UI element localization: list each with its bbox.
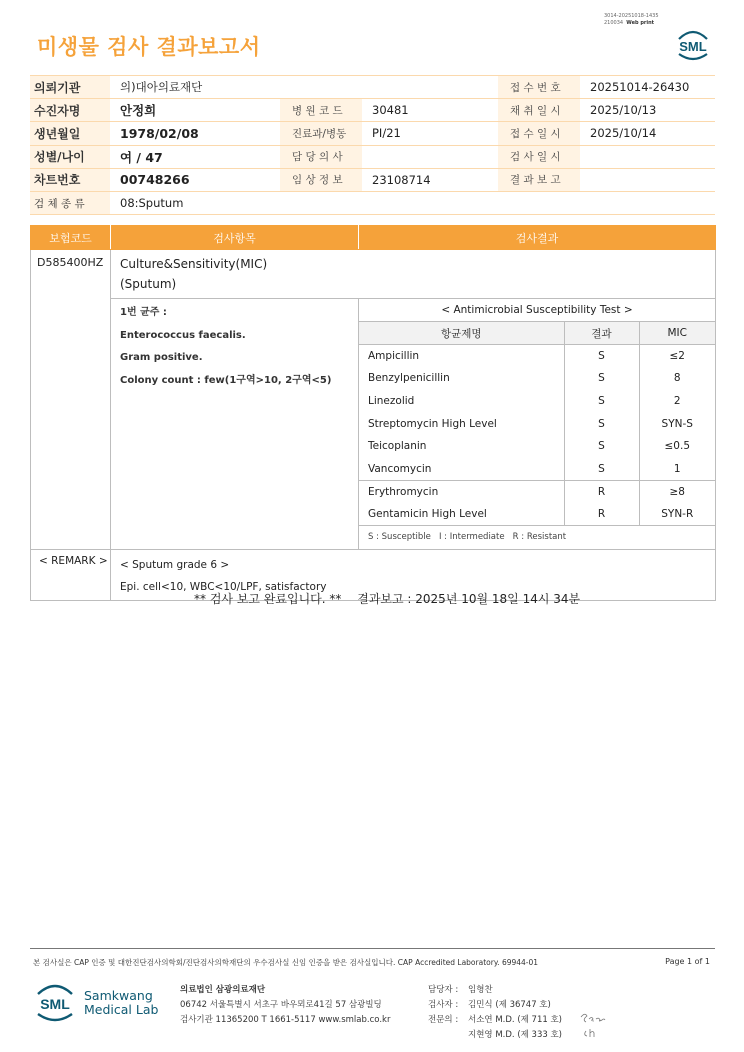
receipt-date-label: 접 수 일 시 bbox=[498, 122, 580, 145]
web-print-label: Web print bbox=[626, 19, 655, 26]
organism-number: 1번 균주 : bbox=[120, 307, 167, 318]
lab-brand-line2: Medical Lab bbox=[84, 1002, 159, 1017]
ast-legend: S : Susceptible I : Intermediate R : Resistant bbox=[359, 526, 715, 549]
test-date-value bbox=[580, 145, 715, 168]
staff-role: 전문의 : bbox=[428, 1015, 459, 1025]
test-item bbox=[111, 250, 716, 299]
staff-role bbox=[428, 1028, 468, 1043]
birth-value: 1978/02/08 bbox=[110, 122, 280, 145]
ast-drug: Gentamicin High Level bbox=[368, 508, 487, 521]
ast-mic: 8 bbox=[639, 367, 715, 390]
organism-colony-count: Colony count : few(1구역>10, 2구역<5) bbox=[120, 375, 332, 387]
ast-mic: SYN-S bbox=[639, 412, 715, 435]
chart-value: 00748266 bbox=[110, 168, 280, 191]
col-test-item: 검사항목 bbox=[111, 226, 359, 250]
report-label: 결 과 보 고 bbox=[498, 168, 580, 191]
results-table bbox=[30, 225, 716, 601]
staff-name: 서소연 M.D. (제 711 호) bbox=[468, 1015, 563, 1025]
ast-panel bbox=[359, 299, 716, 550]
organism-name: Enterococcus faecalis. bbox=[120, 329, 246, 341]
receipt-no-label: 접 수 번 호 bbox=[498, 76, 580, 99]
signature-icon bbox=[578, 1011, 608, 1039]
ast-drug: Linezolid bbox=[368, 395, 415, 408]
ast-row bbox=[359, 481, 715, 504]
staff-row bbox=[428, 998, 562, 1013]
remark-detail: Epi. cell<10, WBC<10/LPF, satisfactory bbox=[120, 580, 327, 593]
staff-name: 임형찬 bbox=[468, 985, 493, 995]
org-info bbox=[180, 983, 390, 1028]
organism-info bbox=[111, 299, 359, 550]
birth-label: 생년월일 bbox=[30, 122, 110, 145]
specimen-label: 검 체 종 류 bbox=[30, 191, 110, 214]
clinical-value: 23108714 bbox=[362, 168, 498, 191]
org-name: 의료법인 삼광의료재단 bbox=[180, 985, 266, 995]
ast-mic: ≥8 bbox=[639, 481, 715, 504]
insurance-code: D585400HZ bbox=[31, 250, 111, 550]
hospital-code-label: 병 원 코 드 bbox=[280, 99, 362, 122]
ast-row bbox=[359, 412, 715, 435]
ast-drug: Streptomycin High Level bbox=[368, 417, 497, 430]
org-contact: 검사기관 11365200 T 1661-5117 www.smlab.co.kr bbox=[180, 1015, 391, 1025]
chart-label: 차트번호 bbox=[30, 168, 110, 191]
ast-result: S bbox=[564, 367, 639, 390]
ast-result: S bbox=[564, 390, 639, 413]
staff-list bbox=[428, 983, 562, 1043]
completion-note bbox=[194, 590, 580, 607]
clinical-label: 임 상 정 보 bbox=[280, 168, 362, 191]
collection-date-value: 2025/10/13 bbox=[580, 99, 715, 122]
staff-role: 검사자 : bbox=[428, 1000, 459, 1010]
ast-table bbox=[359, 299, 715, 549]
org-address: 06742 서울특별시 서초구 바우뫼로41길 57 삼광빌딩 bbox=[180, 1000, 382, 1010]
ast-drug: Erythromycin bbox=[359, 481, 564, 504]
patient-label: 수진자명 bbox=[30, 99, 110, 122]
report-value bbox=[580, 168, 715, 191]
ast-result: S bbox=[564, 344, 639, 367]
staff-name: 지현영 M.D. (제 333 호) bbox=[468, 1030, 563, 1040]
staff-role: 담당자 : bbox=[428, 985, 459, 995]
test-item-name: Culture&Sensitivity(MIC) bbox=[120, 257, 268, 271]
patient-info-table bbox=[30, 75, 715, 215]
document-id bbox=[604, 13, 659, 26]
ast-drug: Vancomycin bbox=[368, 462, 432, 475]
document-id-line1: 3014-20251018-1435 bbox=[604, 13, 659, 19]
remark-grade: < Sputum grade 6 > bbox=[120, 558, 230, 571]
dept-label: 진료과/병동 bbox=[280, 122, 362, 145]
lab-brand-name bbox=[84, 989, 158, 1017]
ast-result: S bbox=[564, 435, 639, 458]
ast-row bbox=[359, 390, 715, 413]
completion-time: 결과보고 : 2025년 10월 18일 14시 34분 bbox=[357, 592, 581, 606]
ast-col-result: 결과 bbox=[564, 322, 639, 345]
samkwang-logo-icon bbox=[34, 980, 76, 1026]
ast-drug: Benzylpenicillin bbox=[368, 372, 450, 385]
document-id-line2: 210034 bbox=[604, 19, 624, 26]
ast-row bbox=[359, 503, 715, 526]
ast-col-drug: 항균제명 bbox=[359, 322, 564, 345]
samkwang-logo-text: SML bbox=[40, 996, 70, 1012]
hospital-code-value: 30481 bbox=[362, 99, 498, 122]
ast-mic: SYN-R bbox=[639, 503, 715, 526]
footer-divider bbox=[30, 948, 715, 949]
remark-label: < REMARK > bbox=[31, 549, 111, 600]
ast-result: S bbox=[564, 458, 639, 481]
ast-drug: Teicoplanin bbox=[368, 440, 427, 453]
ast-mic: 1 bbox=[639, 458, 715, 481]
test-date-label: 검 사 일 시 bbox=[498, 145, 580, 168]
dept-value: PI/21 bbox=[362, 122, 498, 145]
completion-status: ** 검사 보고 완료입니다. ** bbox=[194, 592, 342, 606]
ast-mic: ≤2 bbox=[639, 344, 715, 367]
ast-col-mic: MIC bbox=[639, 322, 715, 345]
staff-row bbox=[428, 1013, 562, 1028]
ast-mic: ≤0.5 bbox=[639, 435, 715, 458]
ast-result: R bbox=[564, 503, 639, 526]
ast-row bbox=[359, 458, 715, 481]
patient-value: 안정희 bbox=[110, 99, 280, 122]
ast-result: R bbox=[564, 481, 639, 504]
sml-logo-text: SML bbox=[679, 39, 707, 54]
ast-row bbox=[359, 367, 715, 390]
ast-row bbox=[359, 435, 715, 458]
report-title: 미생물 검사 결과보고서 bbox=[37, 35, 261, 59]
col-insurance-code: 보험코드 bbox=[31, 226, 111, 250]
specimen-value: 08:Sputum bbox=[110, 191, 715, 214]
requester-label: 의뢰기관 bbox=[30, 76, 110, 99]
doctor-value bbox=[362, 145, 498, 168]
sex-age-label: 성별/나이 bbox=[30, 145, 110, 168]
ast-title: < Antimicrobial Susceptibility Test > bbox=[359, 299, 715, 322]
accreditation-notice: 본 검사실은 CAP 인증 및 대한진단검사의학회/진단검사의학재단의 우수검사실 신임 인증을 받은 검사실입니다. CAP Accredited Laboratory. 69944-01 bbox=[33, 958, 539, 967]
ast-row bbox=[359, 344, 715, 367]
ast-mic: 2 bbox=[639, 390, 715, 413]
col-test-result: 검사결과 bbox=[359, 226, 716, 250]
page-number: Page 1 of 1 bbox=[665, 957, 710, 966]
doctor-label: 담 당 의 사 bbox=[280, 145, 362, 168]
sex-age-value: 여 / 47 bbox=[110, 145, 280, 168]
staff-name: 김민식 (제 36747 호) bbox=[468, 1000, 551, 1010]
ast-result: S bbox=[564, 412, 639, 435]
requester-value: 의)대아의료재단 bbox=[110, 76, 498, 99]
receipt-date-value: 2025/10/14 bbox=[580, 122, 715, 145]
sml-logo-icon bbox=[674, 26, 712, 64]
collection-date-label: 채 취 일 시 bbox=[498, 99, 580, 122]
receipt-no-value: 20251014-26430 bbox=[580, 76, 715, 99]
organism-gram: Gram positive. bbox=[120, 352, 203, 364]
ast-drug: Ampicillin bbox=[368, 349, 420, 362]
test-item-specimen: (Sputum) bbox=[120, 277, 177, 291]
staff-row bbox=[428, 983, 562, 998]
lab-brand-line1: Samkwang bbox=[84, 988, 153, 1003]
staff-row bbox=[428, 1028, 562, 1043]
